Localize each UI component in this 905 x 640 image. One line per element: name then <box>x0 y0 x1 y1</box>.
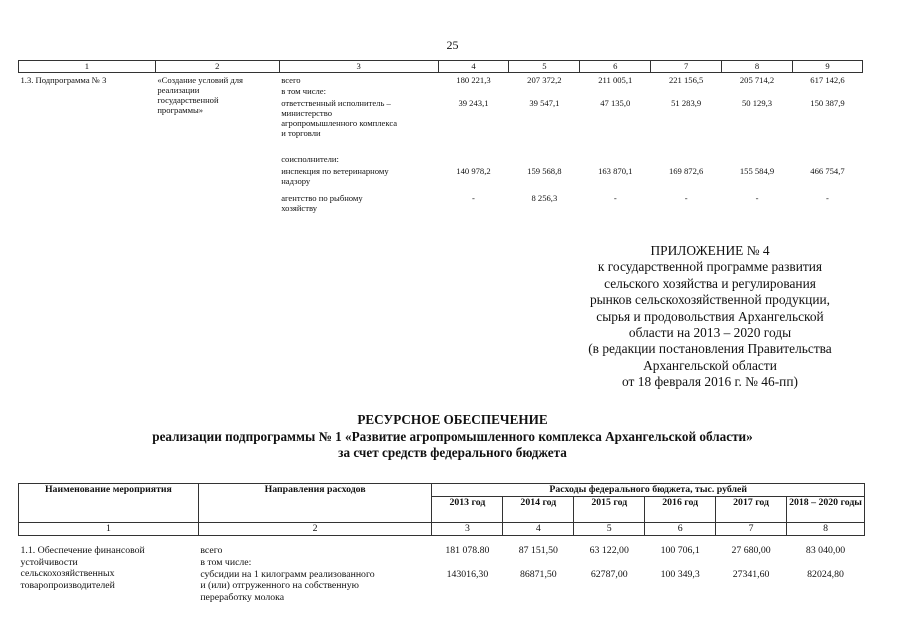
column-number: 4 <box>503 523 574 536</box>
appendix-line: сырья и продовольствия Архангельской <box>596 308 824 324</box>
column-number: 6 <box>645 523 716 536</box>
event-name-line: 1.1. Обеспечение финансовой <box>20 545 145 556</box>
document-title <box>0 412 905 462</box>
value-cell <box>716 557 787 569</box>
table1-col-number: 7 <box>651 61 722 73</box>
column-number: 5 <box>574 523 645 536</box>
value-cell <box>722 154 793 166</box>
value-cell <box>722 86 793 98</box>
value-cell <box>792 154 862 166</box>
value-cell: 181 078.80 <box>445 545 490 556</box>
value-cell: 47 135,0 <box>600 97 631 108</box>
year-header: 2016 год <box>645 497 716 523</box>
column-number: 1 <box>19 523 199 536</box>
value-cell: - <box>826 192 829 203</box>
appendix-line: Архангельской области <box>643 357 777 373</box>
subprogram-3-table <box>18 60 863 217</box>
value-cell <box>432 557 503 569</box>
row-label-line: ответственный исполнитель – <box>281 97 391 108</box>
column-header-expenses: Расходы федерального бюджета, тыс. рублей <box>432 484 865 497</box>
subprogram-name-line: государственной <box>157 95 219 105</box>
row-label-line: агропромышленного комплекса <box>281 117 398 128</box>
value-cell: 180 221,3 <box>456 75 491 85</box>
value-cell: - <box>684 192 688 203</box>
subprogram-name <box>155 73 279 217</box>
subprogram-name-line: «Создание условий для <box>157 75 243 85</box>
page-number: 25 <box>446 38 459 52</box>
value-cell: 62787,00 <box>590 568 628 580</box>
row-label <box>198 569 432 605</box>
column-header-direction: Направления расходов <box>198 484 432 523</box>
year-header: 2013 год <box>432 497 503 523</box>
value-cell <box>651 86 722 98</box>
row-label-line: агентство по рыбному <box>281 192 363 203</box>
row-label-line: инспекция по ветеринарному <box>281 165 389 176</box>
column-number: 2 <box>198 523 432 536</box>
value-cell: 82024,80 <box>807 568 844 580</box>
appendix-block <box>530 243 890 391</box>
appendix-line: к государственной программе развития <box>597 259 823 275</box>
table1-col-number: 4 <box>438 61 509 73</box>
event-name-line: устойчивости <box>20 556 78 568</box>
row-label: соисполнители: <box>281 153 339 164</box>
value-cell: 169 872,6 <box>668 165 704 176</box>
value-cell: 50 129,3 <box>742 97 773 108</box>
table1-col-number: 9 <box>792 61 862 73</box>
value-cell: 86871,50 <box>519 568 557 580</box>
appendix-line: сельского хозяйства и регулирования <box>604 275 816 291</box>
value-cell <box>509 86 580 98</box>
year-header: 2017 год <box>716 497 787 523</box>
value-cell <box>580 154 651 166</box>
event-name <box>19 536 199 605</box>
title-line-2: реализации подпрограммы № 1 «Развитие агропромышленного комплекса Архангельской области» <box>152 428 753 444</box>
table2-number-row <box>19 523 865 536</box>
value-cell: 140 978,2 <box>456 165 491 176</box>
table1-col-number: 6 <box>580 61 651 73</box>
row-label: в том числе: <box>281 85 326 96</box>
table1-column-numbers <box>19 61 863 73</box>
appendix-line: от 18 февраля 2016 г. № 46-пп) <box>622 374 798 390</box>
value-cell: 100 706,1 <box>660 545 700 556</box>
row-label-line: субсидии на 1 килограмм реализованного <box>200 568 375 580</box>
event-name-line: сельскохозяйственных <box>20 568 115 580</box>
column-number: 3 <box>432 523 503 536</box>
table1-col-number: 3 <box>279 61 438 73</box>
value-cell: 221 156,5 <box>668 75 704 85</box>
column-number: 7 <box>716 523 787 536</box>
row-label-line: и (или) отгруженного на собственную <box>200 580 359 592</box>
row-label <box>279 98 438 154</box>
value-cell: 51 283,9 <box>671 97 702 108</box>
value-cell <box>438 86 509 98</box>
value-cell: 87 151,50 <box>518 545 558 556</box>
value-cell: 63 122,00 <box>589 545 629 556</box>
value-cell: 100 349,3 <box>660 568 700 580</box>
value-cell: 211 005,1 <box>598 75 633 85</box>
value-cell: 155 584,9 <box>739 165 775 176</box>
row-label-line: переработку молока <box>200 591 285 603</box>
table-row <box>19 536 865 557</box>
row-label: всего <box>281 75 301 85</box>
table1-col-number: 1 <box>19 61 156 73</box>
subprogram-name-line: программы» <box>157 105 204 115</box>
table1-col-number: 2 <box>155 61 279 73</box>
row-label-line: министерство <box>281 107 332 118</box>
table2-header-row <box>19 484 865 497</box>
row-label-line: и торговли <box>281 127 321 138</box>
value-cell: 83 040,00 <box>805 545 846 556</box>
value-cell <box>438 154 509 166</box>
appendix-heading: ПРИЛОЖЕНИЕ № 4 <box>650 243 770 258</box>
row-label: в том числе: <box>200 556 252 568</box>
value-cell: 466 754,7 <box>810 165 845 176</box>
value-cell: 143016,30 <box>446 568 489 580</box>
value-cell: 39 547,1 <box>529 97 560 108</box>
table-row <box>19 73 863 86</box>
event-name-line: товаропроизводителей <box>20 579 115 591</box>
value-cell: 205 714,2 <box>739 75 775 85</box>
row-label-line: хозяйству <box>281 202 318 213</box>
value-cell: 150 387,9 <box>810 97 845 108</box>
value-cell: 207 372,2 <box>527 75 562 85</box>
value-cell <box>787 557 865 569</box>
value-cell: - <box>755 192 759 203</box>
value-cell: 159 568,8 <box>527 165 562 176</box>
value-cell: 39 243,1 <box>458 97 489 108</box>
value-cell <box>509 154 580 166</box>
value-cell: 27 680,00 <box>731 545 771 556</box>
value-cell <box>503 557 574 569</box>
value-cell: 8 256,3 <box>531 192 558 203</box>
year-header: 2018 – 2020 годы <box>787 497 865 523</box>
value-cell: 617 142,6 <box>810 75 845 85</box>
table1-col-number: 5 <box>509 61 580 73</box>
row-label-line: надзору <box>281 175 311 186</box>
value-cell: - <box>472 192 475 203</box>
row-label <box>279 166 438 193</box>
subprogram-label: 1.3. Подпрограмма № 3 <box>20 75 107 85</box>
title-line-1: РЕСУРСНОЕ ОБЕСПЕЧЕНИЕ <box>357 412 548 427</box>
value-cell: 27341,60 <box>732 568 770 580</box>
value-cell <box>580 86 651 98</box>
value-cell <box>651 154 722 166</box>
value-cell <box>792 86 862 98</box>
table1-col-number: 8 <box>722 61 793 73</box>
subprogram-name-line: реализации <box>157 85 200 95</box>
value-cell <box>645 557 716 569</box>
year-header: 2015 год <box>574 497 645 523</box>
title-line-3: за счет средств федерального бюджета <box>338 445 567 460</box>
value-cell <box>574 557 645 569</box>
row-label <box>279 193 438 217</box>
value-cell: 163 870,1 <box>598 165 633 176</box>
appendix-line: рынков сельскохозяйственной продукции, <box>589 292 831 308</box>
appendix-line: (в редакции постановления Правительства <box>588 341 832 357</box>
row-label: всего <box>200 545 223 556</box>
federal-budget-table <box>18 483 865 605</box>
year-header: 2014 год <box>503 497 574 523</box>
column-number: 8 <box>787 523 865 536</box>
value-cell: - <box>613 192 617 203</box>
column-header-event: Наименование мероприятия <box>19 484 199 523</box>
appendix-line: области на 2013 – 2020 годы <box>628 325 792 341</box>
